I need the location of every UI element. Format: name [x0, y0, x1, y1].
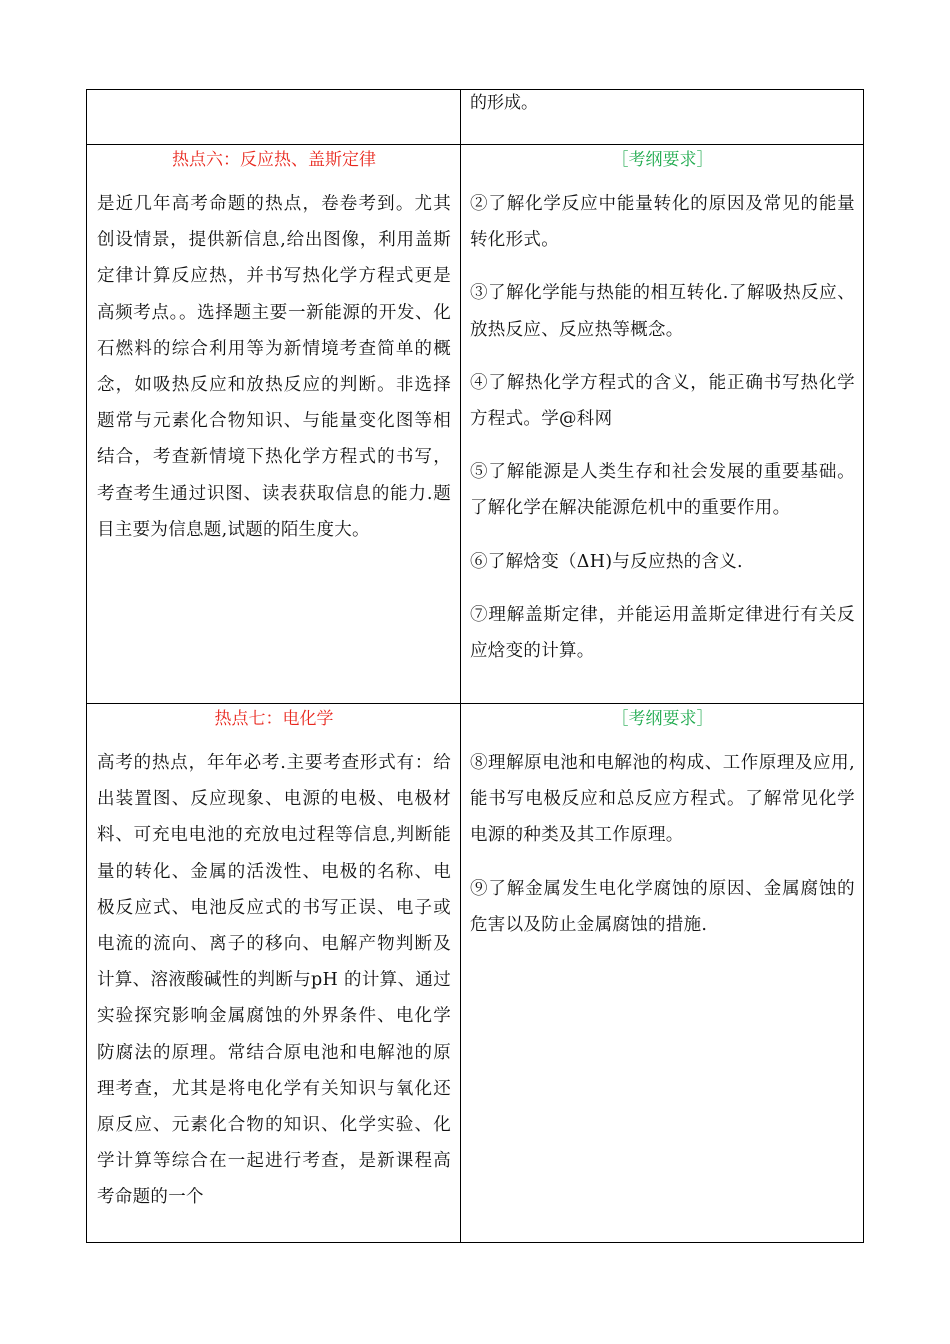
requirement-item: ⑥了解焓变（ΔH)与反应热的含义. — [470, 551, 743, 572]
column-divider — [460, 90, 461, 144]
requirement-item: ④了解热化学方程式的含义，能正确书写热化学方程式。学@科网 — [470, 372, 855, 430]
requirement-item: ⑦理解盖斯定律，并能运用盖斯定律进行有关反应焓变的计算。 — [470, 604, 855, 662]
table-row — [87, 144, 863, 703]
requirement-item: ⑤了解能源是人类生存和社会发展的重要基础。了解化学在解决能源危机中的重要作用。 — [470, 462, 855, 519]
right-cell — [470, 145, 855, 686]
content-table — [86, 89, 864, 1243]
right-cell — [470, 704, 855, 960]
requirement-item: ⑨了解金属发生电化学腐蚀的原因、金属腐蚀的危害以及防止金属腐蚀的措施. — [470, 878, 855, 935]
requirements-heading: ［考纲要求］ — [611, 709, 714, 729]
requirement-item: ②了解化学反应中能量转化的原因及常见的能量转化形式。 — [470, 194, 855, 251]
right-cell — [470, 90, 855, 116]
requirements-heading: ［考纲要求］ — [611, 150, 714, 170]
column-divider — [460, 704, 461, 1242]
hotspot-heading: 热点七：电化学 — [214, 709, 334, 729]
left-cell — [97, 704, 451, 1216]
table-row — [87, 89, 863, 144]
left-cell — [97, 145, 451, 548]
column-divider — [460, 145, 461, 703]
requirement-item: ⑧理解原电池和电解池的构成、工作原理及应用,能书写电极反应和总反应方程式。了解常见化学电源的种类及其工作原理。 — [470, 753, 855, 846]
requirement-item: ③了解化学能与热能的相互转化.了解吸热反应、放热反应、反应热等概念。 — [470, 283, 855, 340]
hotspot-description: 高考的热点，年年必考.主要考查形式有：给出装置图、反应现象、电源的电极、电极材料、可充电电池的充放电过程等信息,判断能量的转化、金属的活泼性、电极的名称、电极反应式、电池反应式的书写正误、电子或电流的流向、离子的移向、电解产物判断及计算、溶液酸碱性的判断与pH 的计算、通过实验探究影响金属腐蚀的外界条件、电化学防腐法的原理。常结合原电池和电解池的原理考查，尤其是将电化学有关知识与氧化还原反应、元素化合物的知识、化学实验、化学计算等综合在一起进行考查，是新课程高考命题的一个 — [97, 753, 451, 1208]
hotspot-description: 是近几年高考命题的热点，卷卷考到。尤其创设情景，提供新信息,给出图像，利用盖斯定律计算反应热，并书写热化学方程式更是高频考点。。选择题主要一新能源的开发、化石燃料的综合利用等为新情境考查简单的概念，如吸热反应和放热反应的判断。非选择题常与元素化合物知识、与能量变化图等相结合，考查新情境下热化学方程式的书写，考查考生通过识图、读表获取信息的能力.题目主要为信息题,试题的陌生度大。 — [97, 194, 451, 540]
hotspot-heading: 热点六：反应热、盖斯定律 — [172, 150, 376, 170]
continued-text: 的形成。 — [470, 93, 538, 113]
table-row — [87, 703, 863, 1242]
